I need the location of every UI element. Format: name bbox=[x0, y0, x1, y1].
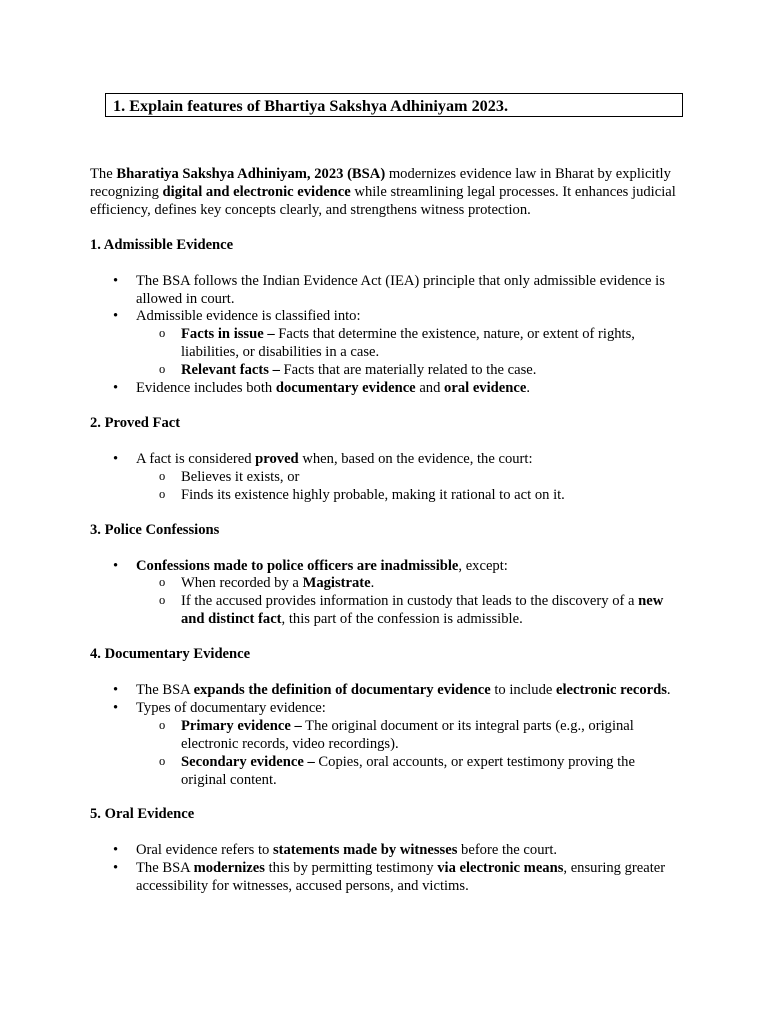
question-title: 1. Explain features of Bhartiya Sakshya Adhiniyam 2023. bbox=[113, 97, 509, 115]
sub-bullet-text: The original document or its integral parts (e.g., original electronic records, video recordings). bbox=[181, 717, 634, 752]
bullet-text: before the court. bbox=[457, 842, 558, 859]
sub-bullet-bold: Magistrate bbox=[302, 575, 371, 592]
bullet-text: this by permitting testimony bbox=[264, 860, 438, 877]
bullet-text: , ensuring greater accessibility for witnesses, accused persons, and victims. bbox=[136, 860, 666, 895]
bullet-bold: statements made by witnesses bbox=[272, 842, 458, 859]
section-heading-admissible-evidence: 1. Admissible Evidence bbox=[90, 236, 234, 253]
intro-text: The bbox=[90, 166, 117, 182]
sub-bullet-text: . bbox=[370, 575, 375, 592]
bullet-text: , except: bbox=[458, 557, 508, 574]
bullet-bold: Confessions made to police officers are inadmissible bbox=[136, 557, 459, 574]
sub-bullet-item bbox=[136, 469, 680, 487]
sub-bullet-term: Primary evidence – bbox=[181, 717, 302, 734]
bullet-text: Admissible evidence is classified into: bbox=[136, 308, 361, 325]
bullet-list bbox=[90, 682, 680, 789]
bullet-item bbox=[90, 842, 680, 860]
intro-paragraph bbox=[90, 166, 680, 220]
sub-bullet-item bbox=[136, 326, 680, 362]
bullet-text: and bbox=[415, 380, 445, 397]
sub-bullet-item bbox=[136, 718, 680, 754]
bullet-list bbox=[90, 451, 680, 505]
document-body bbox=[90, 166, 680, 913]
bullet-item bbox=[90, 451, 680, 505]
section-heading-oral-evidence: 5. Oral Evidence bbox=[90, 806, 195, 823]
section-heading-documentary-evidence: 4. Documentary Evidence bbox=[90, 646, 251, 663]
question-title-box bbox=[105, 93, 683, 117]
bullet-text: Oral evidence refers to bbox=[136, 842, 273, 859]
bullet-item bbox=[90, 558, 680, 630]
bullet-text: Evidence includes both bbox=[136, 380, 276, 397]
bullet-bold: oral evidence bbox=[444, 380, 527, 397]
bullet-text: The BSA bbox=[136, 860, 194, 877]
sub-bullet-term: Secondary evidence – bbox=[181, 753, 315, 770]
sub-bullet-text: , this part of the confession is admissible. bbox=[281, 611, 523, 628]
bullet-item bbox=[90, 273, 680, 309]
sub-bullet-text: Facts that determine the existence, nature, or extent of rights, liabilities, or disabilities in a case. bbox=[181, 326, 635, 361]
bullet-bold: expands the definition of documentary evidence bbox=[193, 682, 491, 699]
bullet-item bbox=[90, 682, 680, 700]
sub-bullet-term: Facts in issue – bbox=[181, 326, 275, 343]
bullet-text: . bbox=[526, 380, 530, 397]
bullet-item bbox=[90, 700, 680, 790]
sub-bullet-text: Finds its existence highly probable, making it rational to act on it. bbox=[181, 486, 565, 503]
sub-bullet-item bbox=[136, 754, 680, 790]
intro-bold-digital-evidence: digital and electronic evidence bbox=[162, 183, 351, 200]
bullet-list bbox=[90, 273, 680, 398]
bullet-list bbox=[90, 558, 680, 630]
bullet-bold: via electronic means bbox=[437, 860, 564, 877]
bullet-text: Types of documentary evidence: bbox=[136, 699, 326, 716]
bullet-bold: proved bbox=[255, 450, 299, 467]
sub-bullet-item bbox=[136, 487, 680, 505]
sub-bullet-list bbox=[136, 326, 680, 380]
sub-bullet-item bbox=[136, 362, 680, 380]
sub-bullet-item bbox=[136, 593, 680, 629]
bullet-item bbox=[90, 860, 680, 896]
bullet-bold: modernizes bbox=[193, 860, 265, 877]
sub-bullet-list bbox=[136, 469, 680, 505]
bullet-bold: documentary evidence bbox=[275, 380, 416, 397]
bullet-text: The BSA follows the Indian Evidence Act (IEA) principle that only admissible evidence is allowed in court. bbox=[136, 272, 665, 307]
bullet-text: to include bbox=[490, 682, 556, 699]
sub-bullet-text: When recorded by a bbox=[181, 575, 303, 592]
sub-bullet-item bbox=[136, 575, 680, 593]
bullet-item bbox=[90, 380, 680, 398]
sub-bullet-list bbox=[136, 575, 680, 629]
sub-bullet-list bbox=[136, 718, 680, 790]
bullet-list bbox=[90, 842, 680, 896]
sub-bullet-text: Copies, oral accounts, or expert testimony proving the original content. bbox=[181, 753, 635, 788]
intro-text: modernizes evidence law in Bharat by explicitly recognizing bbox=[90, 166, 671, 200]
section-heading-police-confessions: 3. Police Confessions bbox=[90, 521, 220, 538]
sub-bullet-text: Believes it exists, or bbox=[181, 468, 300, 485]
bullet-text: A fact is considered bbox=[136, 450, 256, 467]
intro-bold-act-name: Bharatiya Sakshya Adhiniyam, 2023 (BSA) bbox=[116, 166, 386, 182]
sub-bullet-bold: new and distinct fact bbox=[181, 593, 664, 628]
bullet-item bbox=[90, 308, 680, 380]
sub-bullet-text: If the accused provides information in custody that leads to the discovery of a bbox=[181, 593, 639, 610]
bullet-text: . bbox=[666, 682, 671, 699]
bullet-text: The BSA bbox=[136, 682, 194, 699]
sub-bullet-text: Facts that are materially related to the case. bbox=[279, 362, 537, 379]
section-heading-proved-fact: 2. Proved Fact bbox=[90, 414, 181, 431]
sub-bullet-term: Relevant facts – bbox=[181, 362, 280, 379]
bullet-bold: electronic records bbox=[556, 682, 667, 699]
bullet-text: when, based on the evidence, the court: bbox=[298, 450, 533, 467]
intro-text: while streamlining legal processes. It enhances judicial efficiency, defines key concepts clearly, and strengthens witness protection. bbox=[90, 183, 676, 218]
